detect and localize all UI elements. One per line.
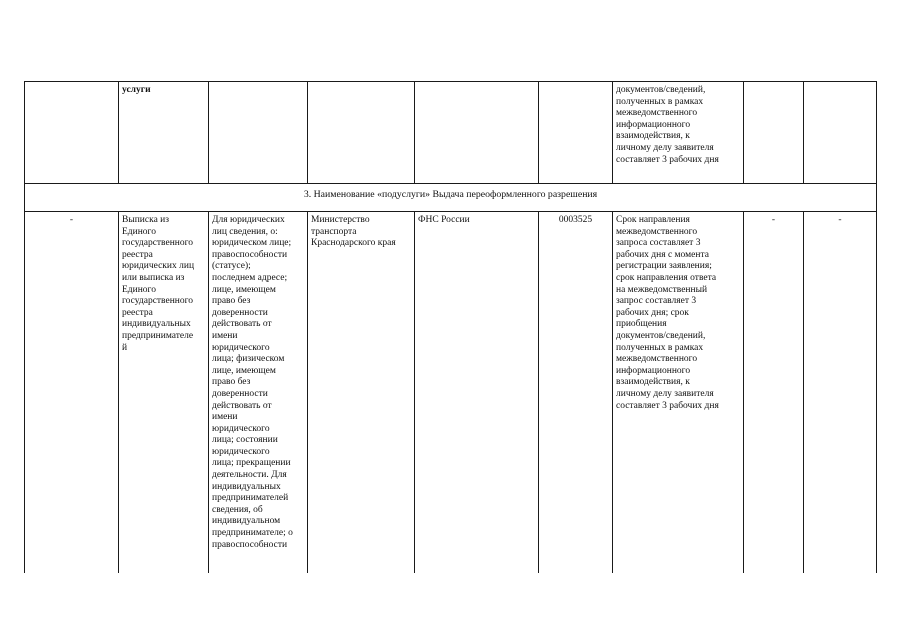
table-cell xyxy=(744,212,804,574)
table-cell xyxy=(119,82,209,184)
table-cell xyxy=(415,212,539,574)
table-row xyxy=(25,82,877,184)
table-cell xyxy=(25,82,119,184)
cell-text: Для юридических лиц сведения, о: юридическом лице; правоспособности (статусе); последнем адресе; лице, имеющем право без доверенности действовать от имени юридического лица; физическом лице, имеющем право без доверенности действовать от имени юридического лица; состоянии юридического лица; прекращении деятельности. Для индивидуальных предпринимателей сведения, об индивидуальном предпринимателе; о правоспособности xyxy=(212,215,293,550)
cell-text: - xyxy=(838,215,842,225)
cell-text: - xyxy=(771,215,776,225)
cell-text: Министерство транспорта Краснодарского края xyxy=(311,215,396,249)
table-cell xyxy=(804,212,877,574)
section-heading: 3. Наименование «подуслуги» Выдача переоформленного разрешения xyxy=(25,184,877,212)
table-row xyxy=(25,212,877,574)
table-cell xyxy=(613,212,744,574)
table-cell xyxy=(25,212,119,574)
table-cell xyxy=(308,82,415,184)
cell-text: документов/сведений, полученных в рамках межведомственного информационного взаимодействия, к личному делу заявителя составляет 3 рабочих дня xyxy=(616,85,719,165)
table-cell xyxy=(209,212,308,574)
cell-text: 0003525 xyxy=(558,215,593,225)
table-cell xyxy=(119,212,209,574)
table-cell xyxy=(415,82,539,184)
interagency-request-table xyxy=(24,81,877,573)
table-cell xyxy=(539,82,613,184)
table-cell xyxy=(613,82,744,184)
table-cell xyxy=(744,82,804,184)
cell-text: услуги xyxy=(122,85,151,95)
section-heading-row xyxy=(25,184,877,212)
cell-text: Срок направления межведомственного запроса составляет 3 рабочих дня с момента регистрации заявления; срок направления ответа на межведомственный запрос составляет 3 рабочих дня; срок приобщения документов/сведений, полученных в рамках межведомственного информационного взаимодействия, к личному делу заявителя составляет 3 рабочих дня xyxy=(616,215,719,411)
table-cell xyxy=(804,82,877,184)
cell-text: Выписка из Единого государственного реестра юридических лиц или выписка из Единого государственного реестра индивидуальных предпринимателе й xyxy=(122,215,195,353)
table-cell xyxy=(209,82,308,184)
cell-text: ФНС России xyxy=(418,215,470,225)
table-cell xyxy=(539,212,613,574)
table-cell xyxy=(308,212,415,574)
cell-text: - xyxy=(69,215,74,225)
